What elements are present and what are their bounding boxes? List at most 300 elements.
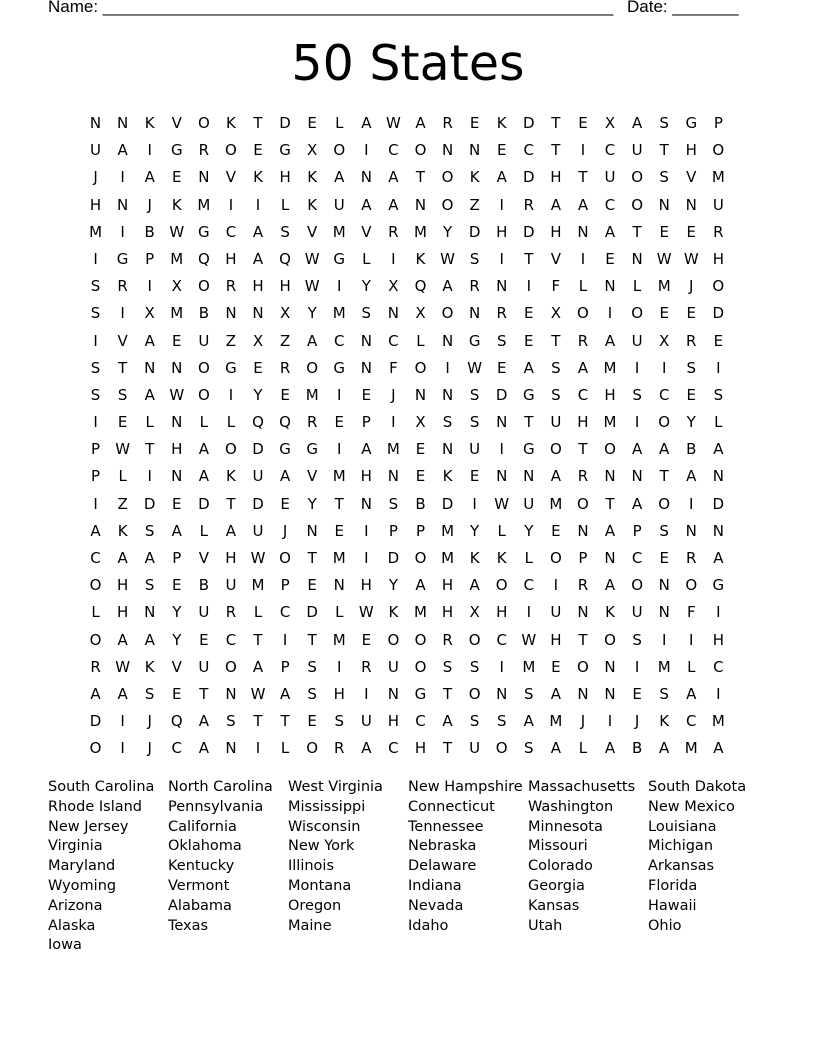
grid-letter: I	[93, 331, 98, 350]
grid-letter: H	[550, 630, 562, 649]
grid-letter: W	[656, 249, 672, 268]
grid-letter: A	[252, 657, 264, 676]
grid-letter: E	[172, 331, 182, 350]
grid-letter: O	[225, 440, 237, 459]
grid-letter: I	[337, 277, 342, 296]
grid-letter: A	[90, 521, 101, 540]
grid-letter: S	[117, 385, 128, 404]
date-field-label: Date: _______	[627, 0, 739, 16]
grid-letter: A	[117, 684, 128, 703]
grid-letter: V	[117, 331, 128, 350]
grid-letter: L	[578, 277, 588, 296]
grid-row	[82, 654, 732, 681]
grid-letter: T	[253, 114, 263, 132]
grid-row	[82, 328, 732, 355]
grid-letter: G	[333, 358, 346, 377]
grid-letter: I	[120, 739, 125, 758]
grid-letter: W	[115, 657, 131, 676]
grid-letter: A	[604, 576, 616, 595]
grid-letter: D	[306, 603, 318, 622]
grid-letter: A	[631, 114, 643, 132]
word-list-item: New Jersey	[48, 818, 129, 835]
grid-letter: A	[198, 467, 209, 486]
grid-letter: E	[415, 467, 426, 486]
grid-letter: X	[252, 331, 264, 350]
grid-letter: A	[252, 222, 264, 241]
grid-letter: V	[171, 114, 182, 132]
grid-letter: M	[332, 630, 346, 649]
grid-letter: D	[279, 114, 291, 132]
grid-letter: N	[117, 114, 129, 132]
grid-letter: L	[145, 413, 154, 432]
grid-letter: N	[252, 304, 264, 323]
grid-letter: V	[307, 467, 318, 486]
grid-letter: U	[198, 657, 210, 676]
grid-letter: I	[689, 494, 694, 513]
grid-letter: U	[631, 141, 643, 160]
grid-letter: A	[117, 549, 128, 567]
grid-letter: L	[91, 603, 100, 622]
grid-letter: V	[361, 222, 372, 241]
grid-letter: F	[551, 277, 561, 296]
grid-letter: R	[279, 358, 291, 377]
grid-letter: N	[360, 358, 372, 377]
grid-row	[82, 273, 732, 300]
grid-letter: O	[441, 195, 454, 214]
grid-letter: O	[631, 168, 643, 187]
grid-letter: E	[253, 358, 263, 377]
grid-letter: Q	[197, 249, 210, 268]
grid-letter: D	[712, 304, 725, 323]
grid-letter: U	[712, 195, 724, 214]
grid-letter: C	[388, 141, 399, 160]
grid-letter: E	[415, 440, 426, 459]
grid-letter: S	[659, 168, 669, 187]
grid-letter: M	[684, 739, 698, 758]
grid-letter: M	[251, 576, 265, 595]
grid-letter: T	[551, 331, 561, 350]
grid-letter: M	[711, 168, 725, 187]
grid-letter: D	[252, 494, 264, 513]
grid-letter: D	[252, 440, 264, 459]
grid-letter: N	[387, 467, 400, 486]
grid-letter: A	[144, 549, 155, 567]
grid-letter: B	[631, 739, 643, 758]
grid-row	[82, 599, 732, 626]
grid-letter: E	[361, 630, 372, 649]
grid-letter: W	[115, 440, 131, 459]
grid-letter: T	[524, 413, 534, 432]
grid-letter: R	[577, 576, 589, 595]
grid-row	[82, 545, 732, 572]
grid-letter: N	[360, 494, 372, 513]
grid-letter: E	[199, 630, 209, 649]
grid-letter: I	[553, 576, 559, 595]
grid-letter: A	[388, 168, 399, 187]
grid-letter: R	[496, 304, 507, 323]
word-list-item: New Hampshire	[408, 779, 523, 795]
grid-letter: N	[171, 467, 183, 486]
grid-row	[82, 436, 732, 463]
grid-letter: S	[496, 712, 507, 731]
grid-letter: X	[171, 277, 182, 296]
grid-letter: H	[441, 603, 454, 622]
grid-letter: E	[659, 222, 669, 241]
grid-letter: R	[686, 549, 697, 567]
grid-letter: C	[334, 331, 345, 350]
grid-letter: I	[228, 385, 234, 404]
grid-letter: S	[632, 630, 642, 649]
word-list-item: Alaska	[48, 917, 96, 934]
grid-letter: A	[550, 739, 561, 758]
grid-letter: R	[713, 222, 724, 241]
grid-letter: G	[225, 358, 237, 377]
grid-letter: Y	[524, 521, 534, 540]
grid-letter: O	[631, 304, 643, 323]
grid-letter: U	[550, 603, 562, 622]
grid-row	[82, 219, 732, 246]
grid-letter: I	[255, 739, 261, 758]
grid-letter: K	[388, 603, 399, 622]
grid-letter: N	[658, 576, 670, 595]
word-list-item: Kansas	[528, 897, 580, 914]
word-list-item: Alabama	[168, 897, 232, 914]
grid-row	[82, 300, 732, 327]
grid-letter: E	[334, 413, 344, 432]
grid-letter: B	[415, 494, 426, 513]
grid-letter: A	[469, 576, 480, 595]
grid-letter: O	[441, 168, 454, 187]
grid-letter: S	[144, 684, 155, 703]
word-list-item: South Carolina	[48, 779, 155, 795]
grid-letter: O	[631, 195, 643, 214]
grid-letter: E	[172, 684, 182, 703]
grid-letter: N	[658, 195, 670, 214]
name-field-label: Name: ______________________________________________________	[48, 0, 614, 16]
grid-letter: T	[578, 168, 588, 187]
grid-letter: O	[468, 684, 481, 703]
grid-letter: R	[469, 277, 480, 296]
grid-letter: N	[387, 304, 400, 323]
grid-letter: X	[659, 331, 670, 350]
grid-row	[82, 681, 732, 708]
grid-letter: A	[361, 195, 372, 214]
grid-letter: S	[361, 304, 372, 323]
grid-letter: F	[686, 603, 696, 622]
grid-letter: R	[306, 413, 318, 432]
grid-row	[82, 708, 732, 735]
grid-letter: A	[550, 195, 561, 214]
grid-letter: U	[198, 331, 210, 350]
grid-letter: W	[358, 603, 374, 622]
grid-letter: I	[580, 249, 586, 268]
grid-letter: D	[387, 549, 400, 567]
grid-letter: W	[304, 277, 320, 296]
grid-letter: E	[117, 413, 128, 432]
grid-letter: A	[713, 440, 724, 459]
grid-letter: O	[333, 141, 346, 160]
grid-letter: Z	[279, 331, 291, 350]
grid-letter: Y	[442, 222, 453, 241]
grid-letter: T	[307, 549, 317, 567]
grid-letter: U	[469, 739, 481, 758]
grid-letter: I	[364, 521, 369, 540]
grid-letter: S	[90, 304, 101, 323]
grid-letter: O	[197, 114, 210, 132]
grid-letter: N	[171, 358, 183, 377]
grid-letter: W	[683, 249, 699, 268]
grid-letter: I	[147, 141, 152, 160]
grid-row	[82, 246, 732, 273]
grid-letter: S	[469, 712, 480, 731]
grid-letter: K	[659, 712, 670, 731]
grid-letter: Q	[252, 413, 264, 432]
grid-letter: C	[415, 712, 426, 731]
grid-letter: K	[442, 467, 453, 486]
grid-row	[82, 463, 732, 490]
grid-letter: B	[686, 440, 697, 459]
grid-letter: Q	[414, 277, 427, 296]
grid-letter: I	[364, 141, 369, 160]
worksheet-header	[0, 0, 816, 22]
grid-letter: S	[659, 684, 669, 703]
grid-letter: S	[713, 385, 724, 404]
word-list-item: Tennessee	[408, 818, 484, 835]
grid-letter: L	[280, 739, 290, 758]
grid-row	[82, 627, 732, 654]
grid-letter: W	[169, 385, 185, 404]
grid-letter: S	[334, 712, 344, 731]
grid-letter: O	[89, 739, 102, 758]
grid-letter: S	[551, 358, 561, 377]
grid-letter: P	[91, 467, 101, 486]
grid-letter: J	[93, 168, 98, 187]
grid-letter: N	[631, 467, 643, 486]
grid-letter: T	[605, 494, 615, 513]
grid-letter: I	[120, 222, 125, 241]
grid-letter: I	[364, 549, 369, 567]
grid-letter: N	[604, 467, 616, 486]
grid-letter: K	[226, 467, 236, 486]
grid-letter: T	[226, 494, 236, 513]
grid-letter: O	[279, 549, 291, 567]
word-list-item: Louisiana	[648, 818, 717, 835]
grid-letter: O	[414, 657, 427, 676]
grid-letter: K	[469, 168, 480, 187]
word-list-column	[48, 778, 168, 956]
grid-letter: C	[171, 739, 183, 758]
grid-letter: L	[199, 521, 209, 540]
grid-letter: E	[280, 494, 290, 513]
grid-letter: D	[468, 222, 481, 241]
grid-row	[82, 355, 732, 382]
grid-letter: N	[144, 603, 156, 622]
grid-letter: A	[144, 385, 155, 404]
grid-letter: U	[604, 168, 616, 187]
grid-letter: F	[389, 358, 398, 377]
grid-letter: G	[522, 385, 535, 404]
word-list-item: Montana	[288, 877, 352, 894]
grid-letter: N	[523, 467, 535, 486]
grid-letter: L	[497, 521, 506, 540]
grid-letter: E	[334, 521, 344, 540]
grid-letter: N	[577, 521, 589, 540]
word-list-item: Ohio	[648, 917, 682, 934]
grid-letter: C	[388, 739, 399, 758]
word-list-item: Kentucky	[168, 858, 235, 875]
grid-letter: R	[686, 331, 697, 350]
grid-letter: G	[685, 114, 698, 132]
grid-letter: U	[631, 331, 643, 350]
word-list-column	[288, 778, 408, 936]
grid-letter: I	[255, 195, 261, 214]
grid-letter: X	[550, 304, 561, 323]
grid-letter: O	[712, 277, 725, 296]
grid-letter: J	[147, 712, 152, 731]
grid-letter: A	[198, 440, 209, 459]
grid-letter: E	[713, 331, 724, 350]
grid-letter: A	[225, 521, 237, 540]
grid-letter: A	[659, 739, 670, 758]
grid-letter: K	[253, 168, 263, 187]
grid-letter: A	[90, 684, 101, 703]
grid-letter: V	[171, 657, 182, 676]
grid-letter: P	[713, 114, 723, 132]
grid-letter: S	[496, 331, 507, 350]
grid-letter: N	[496, 684, 508, 703]
grid-letter: A	[442, 277, 453, 296]
grid-letter: V	[307, 222, 318, 241]
grid-letter: H	[116, 603, 129, 622]
grid-letter: N	[604, 277, 616, 296]
grid-letter: A	[550, 467, 561, 486]
grid-letter: P	[388, 521, 398, 540]
grid-letter: O	[495, 576, 508, 595]
grid-letter: I	[147, 277, 152, 296]
grid-letter: L	[362, 249, 371, 268]
grid-letter: I	[634, 413, 640, 432]
grid-letter: S	[226, 712, 236, 731]
word-list-item: Wyoming	[48, 877, 117, 894]
grid-letter: U	[90, 141, 102, 160]
grid-letter: T	[632, 222, 642, 241]
grid-letter: A	[198, 739, 209, 758]
grid-letter: N	[658, 603, 670, 622]
grid-letter: O	[89, 576, 102, 595]
grid-letter: N	[387, 684, 400, 703]
grid-letter: A	[631, 440, 643, 459]
grid-letter: S	[469, 249, 480, 268]
grid-letter: I	[499, 440, 504, 459]
grid-letter: H	[225, 549, 237, 567]
grid-letter: D	[198, 494, 210, 513]
grid-letter: N	[225, 684, 237, 703]
grid-letter: S	[90, 358, 101, 377]
grid-letter: O	[631, 576, 643, 595]
grid-letter: A	[604, 521, 616, 540]
grid-letter: G	[279, 141, 291, 160]
grid-letter: D	[523, 222, 535, 241]
grid-letter: X	[388, 277, 399, 296]
grid-letter: I	[147, 467, 152, 486]
grid-letter: W	[467, 358, 483, 377]
grid-letter: I	[364, 684, 369, 703]
grid-letter: O	[658, 494, 671, 513]
grid-letter: A	[713, 739, 724, 758]
grid-letter: J	[147, 739, 152, 758]
grid-letter: Y	[470, 521, 480, 540]
grid-letter: K	[469, 549, 480, 567]
grid-letter: N	[198, 168, 210, 187]
grid-letter: X	[307, 141, 318, 160]
word-list-item: South Dakota	[648, 779, 747, 795]
grid-letter: U	[387, 657, 399, 676]
grid-letter: I	[120, 168, 125, 187]
word-list-item: Pennsylvania	[168, 798, 264, 815]
grid-letter: M	[657, 277, 671, 296]
grid-letter: N	[685, 195, 697, 214]
grid-letter: H	[171, 440, 183, 459]
grid-letter: T	[442, 739, 453, 758]
grid-letter: C	[604, 195, 616, 214]
grid-row	[82, 409, 732, 436]
word-list-item: Maine	[288, 917, 332, 934]
grid-letter: E	[280, 385, 290, 404]
grid-letter: T	[524, 249, 534, 268]
grid-letter: O	[495, 739, 508, 758]
grid-letter: A	[686, 467, 697, 486]
grid-letter: I	[716, 684, 721, 703]
grid-letter: K	[496, 549, 507, 567]
grid-letter: H	[414, 739, 427, 758]
grid-letter: T	[578, 440, 588, 459]
grid-letter: O	[89, 630, 102, 649]
grid-letter: K	[117, 521, 128, 540]
grid-letter: I	[445, 358, 450, 377]
grid-letter: E	[659, 549, 669, 567]
grid-letter: M	[332, 304, 346, 323]
grid-letter: D	[523, 168, 535, 187]
grid-letter: A	[144, 168, 155, 187]
grid-letter: A	[361, 114, 372, 132]
grid-letter: Y	[253, 385, 263, 404]
grid-letter: G	[333, 249, 346, 268]
grid-letter: X	[415, 304, 426, 323]
grid-letter: N	[604, 684, 616, 703]
grid-letter: A	[523, 358, 534, 377]
grid-letter: H	[604, 385, 616, 404]
grid-letter: R	[90, 657, 101, 676]
grid-letter: N	[469, 141, 481, 160]
grid-letter: O	[658, 413, 671, 432]
grid-letter: N	[496, 413, 508, 432]
grid-letter: A	[144, 331, 155, 350]
word-list-item: Georgia	[528, 877, 585, 894]
grid-letter: K	[605, 603, 615, 622]
grid-letter: T	[199, 684, 209, 703]
grid-letter: W	[521, 630, 537, 649]
grid-letter: H	[360, 467, 372, 486]
grid-letter: W	[385, 114, 401, 132]
grid-row	[82, 110, 732, 137]
grid-letter: W	[440, 249, 455, 268]
word-list-item: Nevada	[408, 897, 464, 914]
grid-letter: R	[117, 277, 128, 296]
grid-letter: E	[632, 684, 642, 703]
grid-letter: U	[360, 712, 372, 731]
grid-letter: S	[469, 385, 480, 404]
grid-letter: U	[198, 603, 210, 622]
